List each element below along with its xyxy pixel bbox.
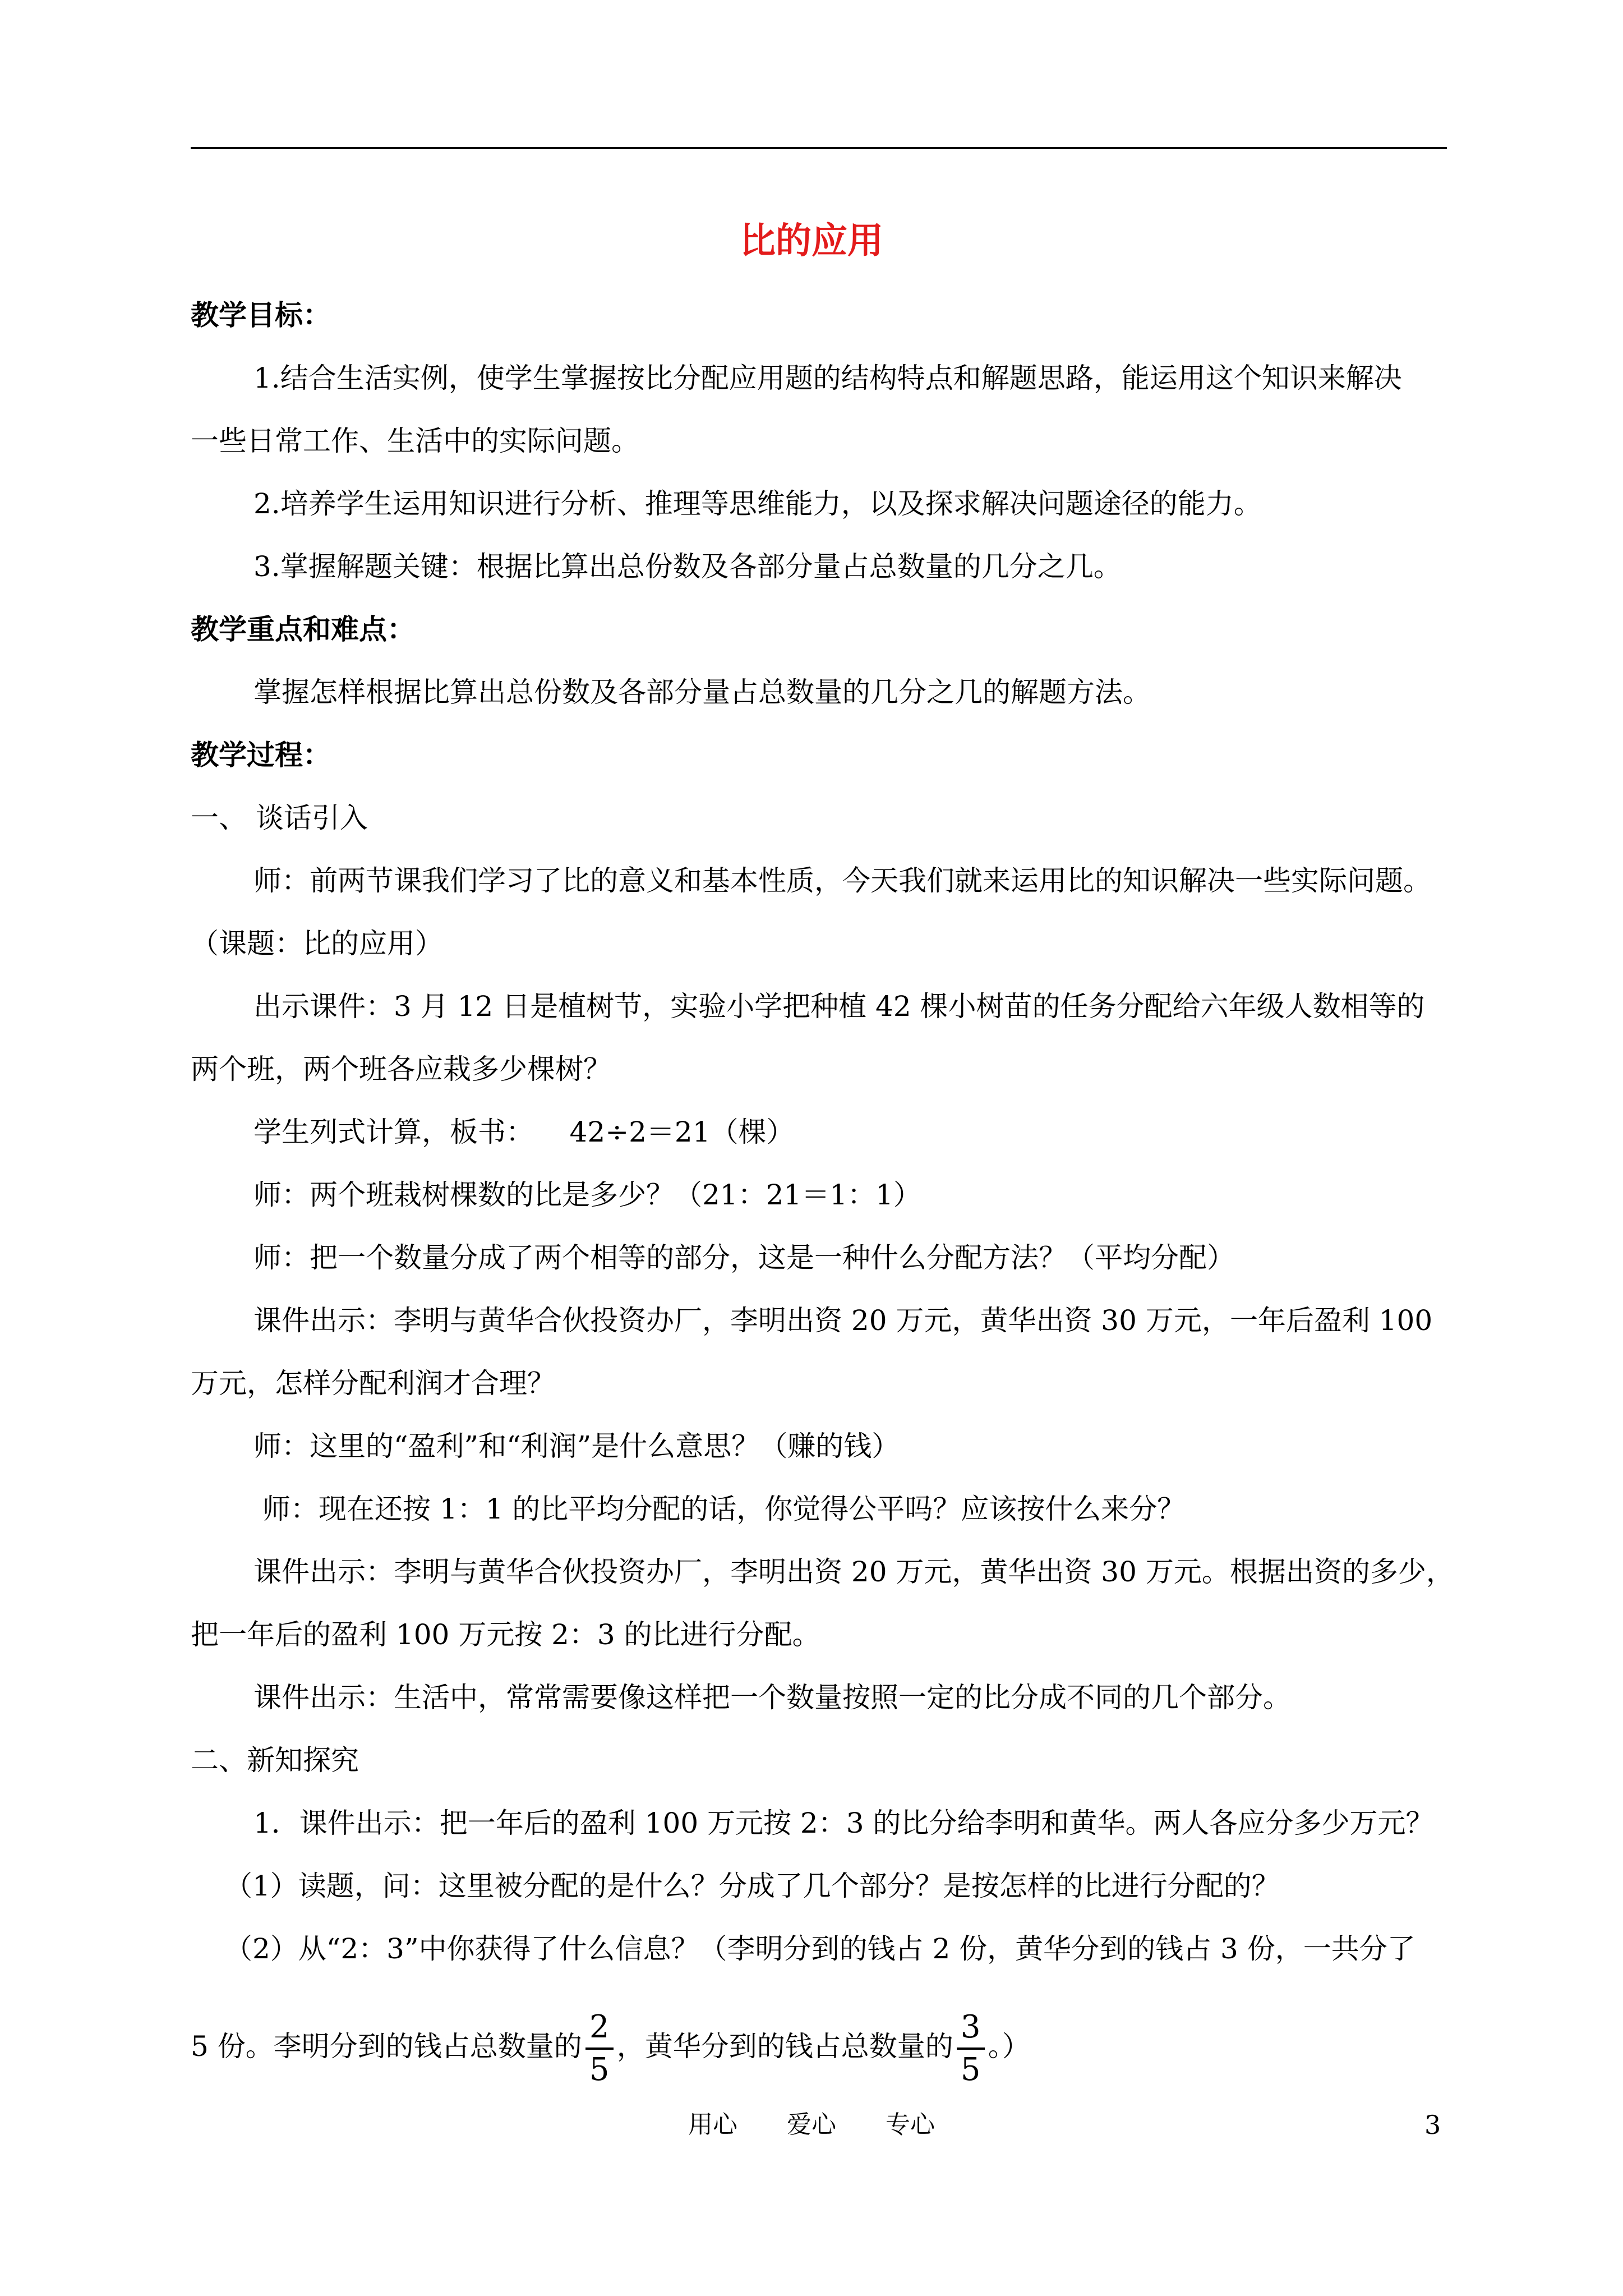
fraction-numerator: 2 <box>589 2009 610 2045</box>
paragraph-1-line-2: （课题：比的应用） <box>191 927 443 960</box>
paragraph-13-line-2 <box>191 2009 1030 2088</box>
paragraph-9-line-1: 课件出示：李明与黄华合伙投资办厂，李明出资 20 万元，黄华出资 30 万元。根据出资的多少， <box>253 1556 1454 1588</box>
paragraph-7: 师：这里的“盈利”和“利润”是什么意思？（赚的钱） <box>253 1430 900 1462</box>
section-1-heading: 一、 谈话引入 <box>191 802 368 834</box>
fraction-3-5 <box>957 2009 985 2088</box>
fraction-text-3: 。） <box>988 2030 1030 2063</box>
goal-3: 3.掌握解题关键：根据比算出总份数及各部分量占总数量的几分之几。 <box>253 550 1122 583</box>
paragraph-2-line-1: 出示课件：3 月 12 日是植树节，实验小学把种植 42 棵小树苗的任务分配给六年级人数相等的 <box>253 990 1425 1023</box>
goal-1-line-2: 一些日常工作、生活中的实际问题。 <box>191 425 639 457</box>
footer-motto: 用心 爱心 专心 <box>688 2110 935 2139</box>
fraction-bar <box>585 2047 614 2050</box>
paragraph-11: 1．课件出示：把一年后的盈利 100 万元按 2：3 的比分给李明和黄华。两人各应分多少万元？ <box>253 1807 1434 1839</box>
goal-2: 2.培养学生运用知识进行分析、推理等思维能力，以及探求解决问题途径的能力。 <box>253 487 1262 520</box>
fraction-numerator: 3 <box>960 2009 981 2045</box>
heading-goals: 教学目标： <box>191 298 331 332</box>
fraction-text-2: ，黄华分到的钱占总数量的 <box>616 2030 953 2063</box>
paragraph-13-line-1: （2）从“2：3”中你获得了什么信息？（李明分到的钱占 2 份，黄华分到的钱占 3 份，一共分了 <box>224 1932 1415 1965</box>
paragraph-10: 课件出示：生活中，常常需要像这样把一个数量按照一定的比分成不同的几个部分。 <box>253 1681 1291 1714</box>
paragraph-8: 师：现在还按 1：1 的比平均分配的话，你觉得公平吗？应该按什么来分？ <box>253 1493 1186 1525</box>
section-2-heading: 二、新知探究 <box>191 1744 359 1777</box>
fraction-2-5 <box>585 2009 614 2088</box>
paragraph-5: 师：把一个数量分成了两个相等的部分，这是一种什么分配方法？（平均分配） <box>253 1241 1235 1274</box>
heading-key-points: 教学重点和难点： <box>191 613 415 646</box>
paragraph-1-line-1: 师：前两节课我们学习了比的意义和基本性质，今天我们就来运用比的知识解决一些实际问题。 <box>253 864 1431 897</box>
paragraph-12: （1）读题，问：这里被分配的是什么？分成了几个部分？是按怎样的比进行分配的？ <box>224 1870 1280 1902</box>
fraction-denominator: 5 <box>960 2051 981 2088</box>
paragraph-4: 师：两个班栽树棵数的比是多少？（21：21＝1：1） <box>253 1179 921 1211</box>
paragraph-6-line-2: 万元，怎样分配利润才合理？ <box>191 1367 555 1400</box>
paragraph-3: 学生列式计算，板书： 42÷2＝21（棵） <box>253 1116 795 1148</box>
page-number: 3 <box>1424 2110 1441 2140</box>
paragraph-2-line-2: 两个班，两个班各应栽多少棵树？ <box>191 1053 611 1085</box>
goal-1-line-1: 1.结合生活实例，使学生掌握按比分配应用题的结构特点和解题思路，能运用这个知识来解决 <box>253 362 1402 394</box>
paragraph-9-line-2: 把一年后的盈利 100 万元按 2：3 的比进行分配。 <box>191 1618 820 1651</box>
heading-process: 教学过程： <box>191 738 331 771</box>
paragraph-6-line-1: 课件出示：李明与黄华合伙投资办厂，李明出资 20 万元，黄华出资 30 万元，一年后盈利 100 <box>253 1304 1433 1337</box>
fraction-denominator: 5 <box>589 2051 610 2088</box>
fraction-text-1: 5 份。李明分到的钱占总数量的 <box>191 2030 582 2063</box>
key-points-text: 掌握怎样根据比算出总份数及各部分量占总数量的几分之几的解题方法。 <box>253 676 1151 708</box>
fraction-bar <box>957 2047 985 2050</box>
header-rule <box>191 147 1447 149</box>
page-title: 比的应用 <box>740 220 883 262</box>
